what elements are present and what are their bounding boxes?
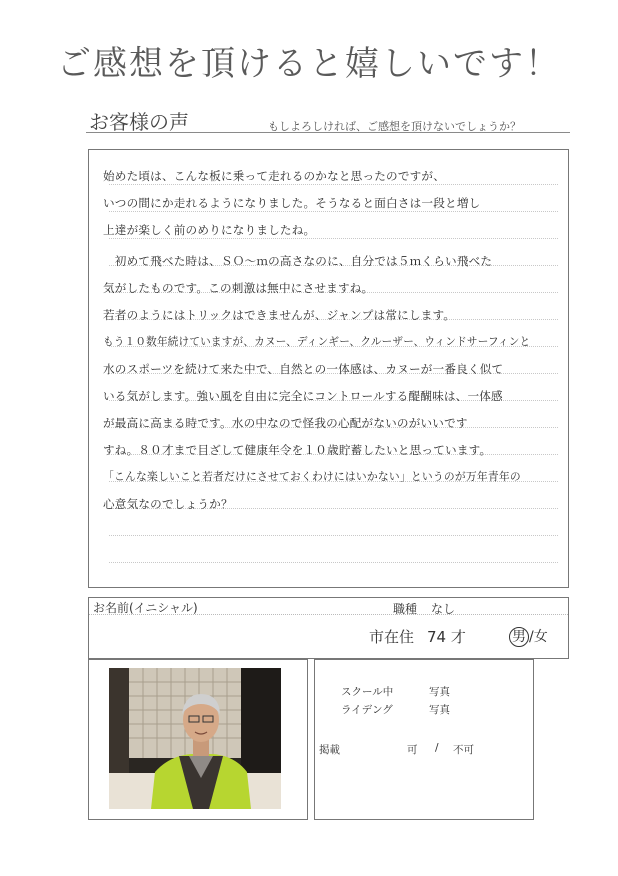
comment-line: いる気がします。強い風を自由に完全にコントロールする醍醐味は、一体感	[103, 389, 503, 403]
rule-line	[109, 238, 558, 239]
comment-line: 初めて飛べた時は、ＳＯ～ｍの高さなのに、自分では５ｍくらい飛べた	[103, 254, 493, 268]
comment-line: 上達が楽しく前のめりになりましたね。	[103, 223, 316, 237]
section-title: お客様の声	[89, 110, 189, 134]
job-label: 職種	[393, 602, 418, 616]
age-value: 74 才	[427, 628, 466, 646]
publish-ok: 可	[407, 744, 418, 756]
comment-line: 「こんな楽しいこと若者だけにさせておくわけにはいかない」というのが万年青年の	[103, 470, 521, 483]
profile-box	[88, 597, 569, 659]
comment-line: 気がしたものです。この刺激は無中にさせますね。	[103, 281, 374, 295]
comment-line: もう１０数年続けていますが、カヌー、ディンギー、クルーザー、ウィンドサーフィンと	[103, 336, 531, 348]
gender-select	[509, 626, 548, 647]
gender-female: 女	[533, 629, 548, 645]
school-label: スクール中	[341, 686, 394, 698]
school-photo-label: 写真	[429, 686, 450, 698]
name-label: お名前(イニシャル)	[93, 601, 198, 615]
gender-male: 男	[509, 627, 529, 647]
comment-line: 若者のようにはトリックはできませんが、ジャンプは常にします。	[103, 308, 456, 322]
info-box	[314, 659, 534, 820]
comment-line: 始めた頃は、こんな板に乗って走れるのかなと思ったのですが、	[103, 169, 446, 183]
page-title: ご感想を頂けると嬉しいです！	[57, 44, 561, 84]
question-text: もしよろしければ、ご感想を頂けないでしょうか？	[268, 120, 521, 133]
rule-line	[109, 211, 558, 212]
customer-photo	[109, 668, 281, 809]
comment-box	[88, 149, 569, 588]
comment-line: すね。８０才まで目ざして健康年令を１０歳貯蓄したいと思っています。	[103, 443, 492, 457]
riding-photo-label: 写真	[429, 704, 450, 716]
photo-box	[88, 659, 308, 820]
residence: 市在住	[369, 628, 415, 646]
comment-line: 心意気なのでしょうか？	[103, 497, 233, 511]
gender-separator: /	[529, 629, 534, 645]
comment-line: いつの間にか走れるようになりました。そうなると面白さは一段と増し	[103, 196, 481, 210]
rule-line	[109, 535, 558, 536]
divider	[89, 614, 568, 615]
comment-line: が最高に高まる時です。水の中なので怪我の心配がないのがいいです	[103, 416, 468, 430]
job-value: なし	[431, 602, 456, 616]
rule-line	[109, 184, 558, 185]
rule-line	[109, 562, 558, 563]
publish-ng: 不可	[453, 744, 474, 756]
riding-label: ライデング	[341, 704, 393, 716]
customer-photo-image	[109, 668, 281, 809]
comment-line: 水のスポーツを続けて来た中で、自然との一体感は、カヌーが一番良く似て	[103, 362, 504, 376]
publish-separator: /	[435, 742, 439, 754]
publish-label: 掲載	[319, 744, 340, 756]
